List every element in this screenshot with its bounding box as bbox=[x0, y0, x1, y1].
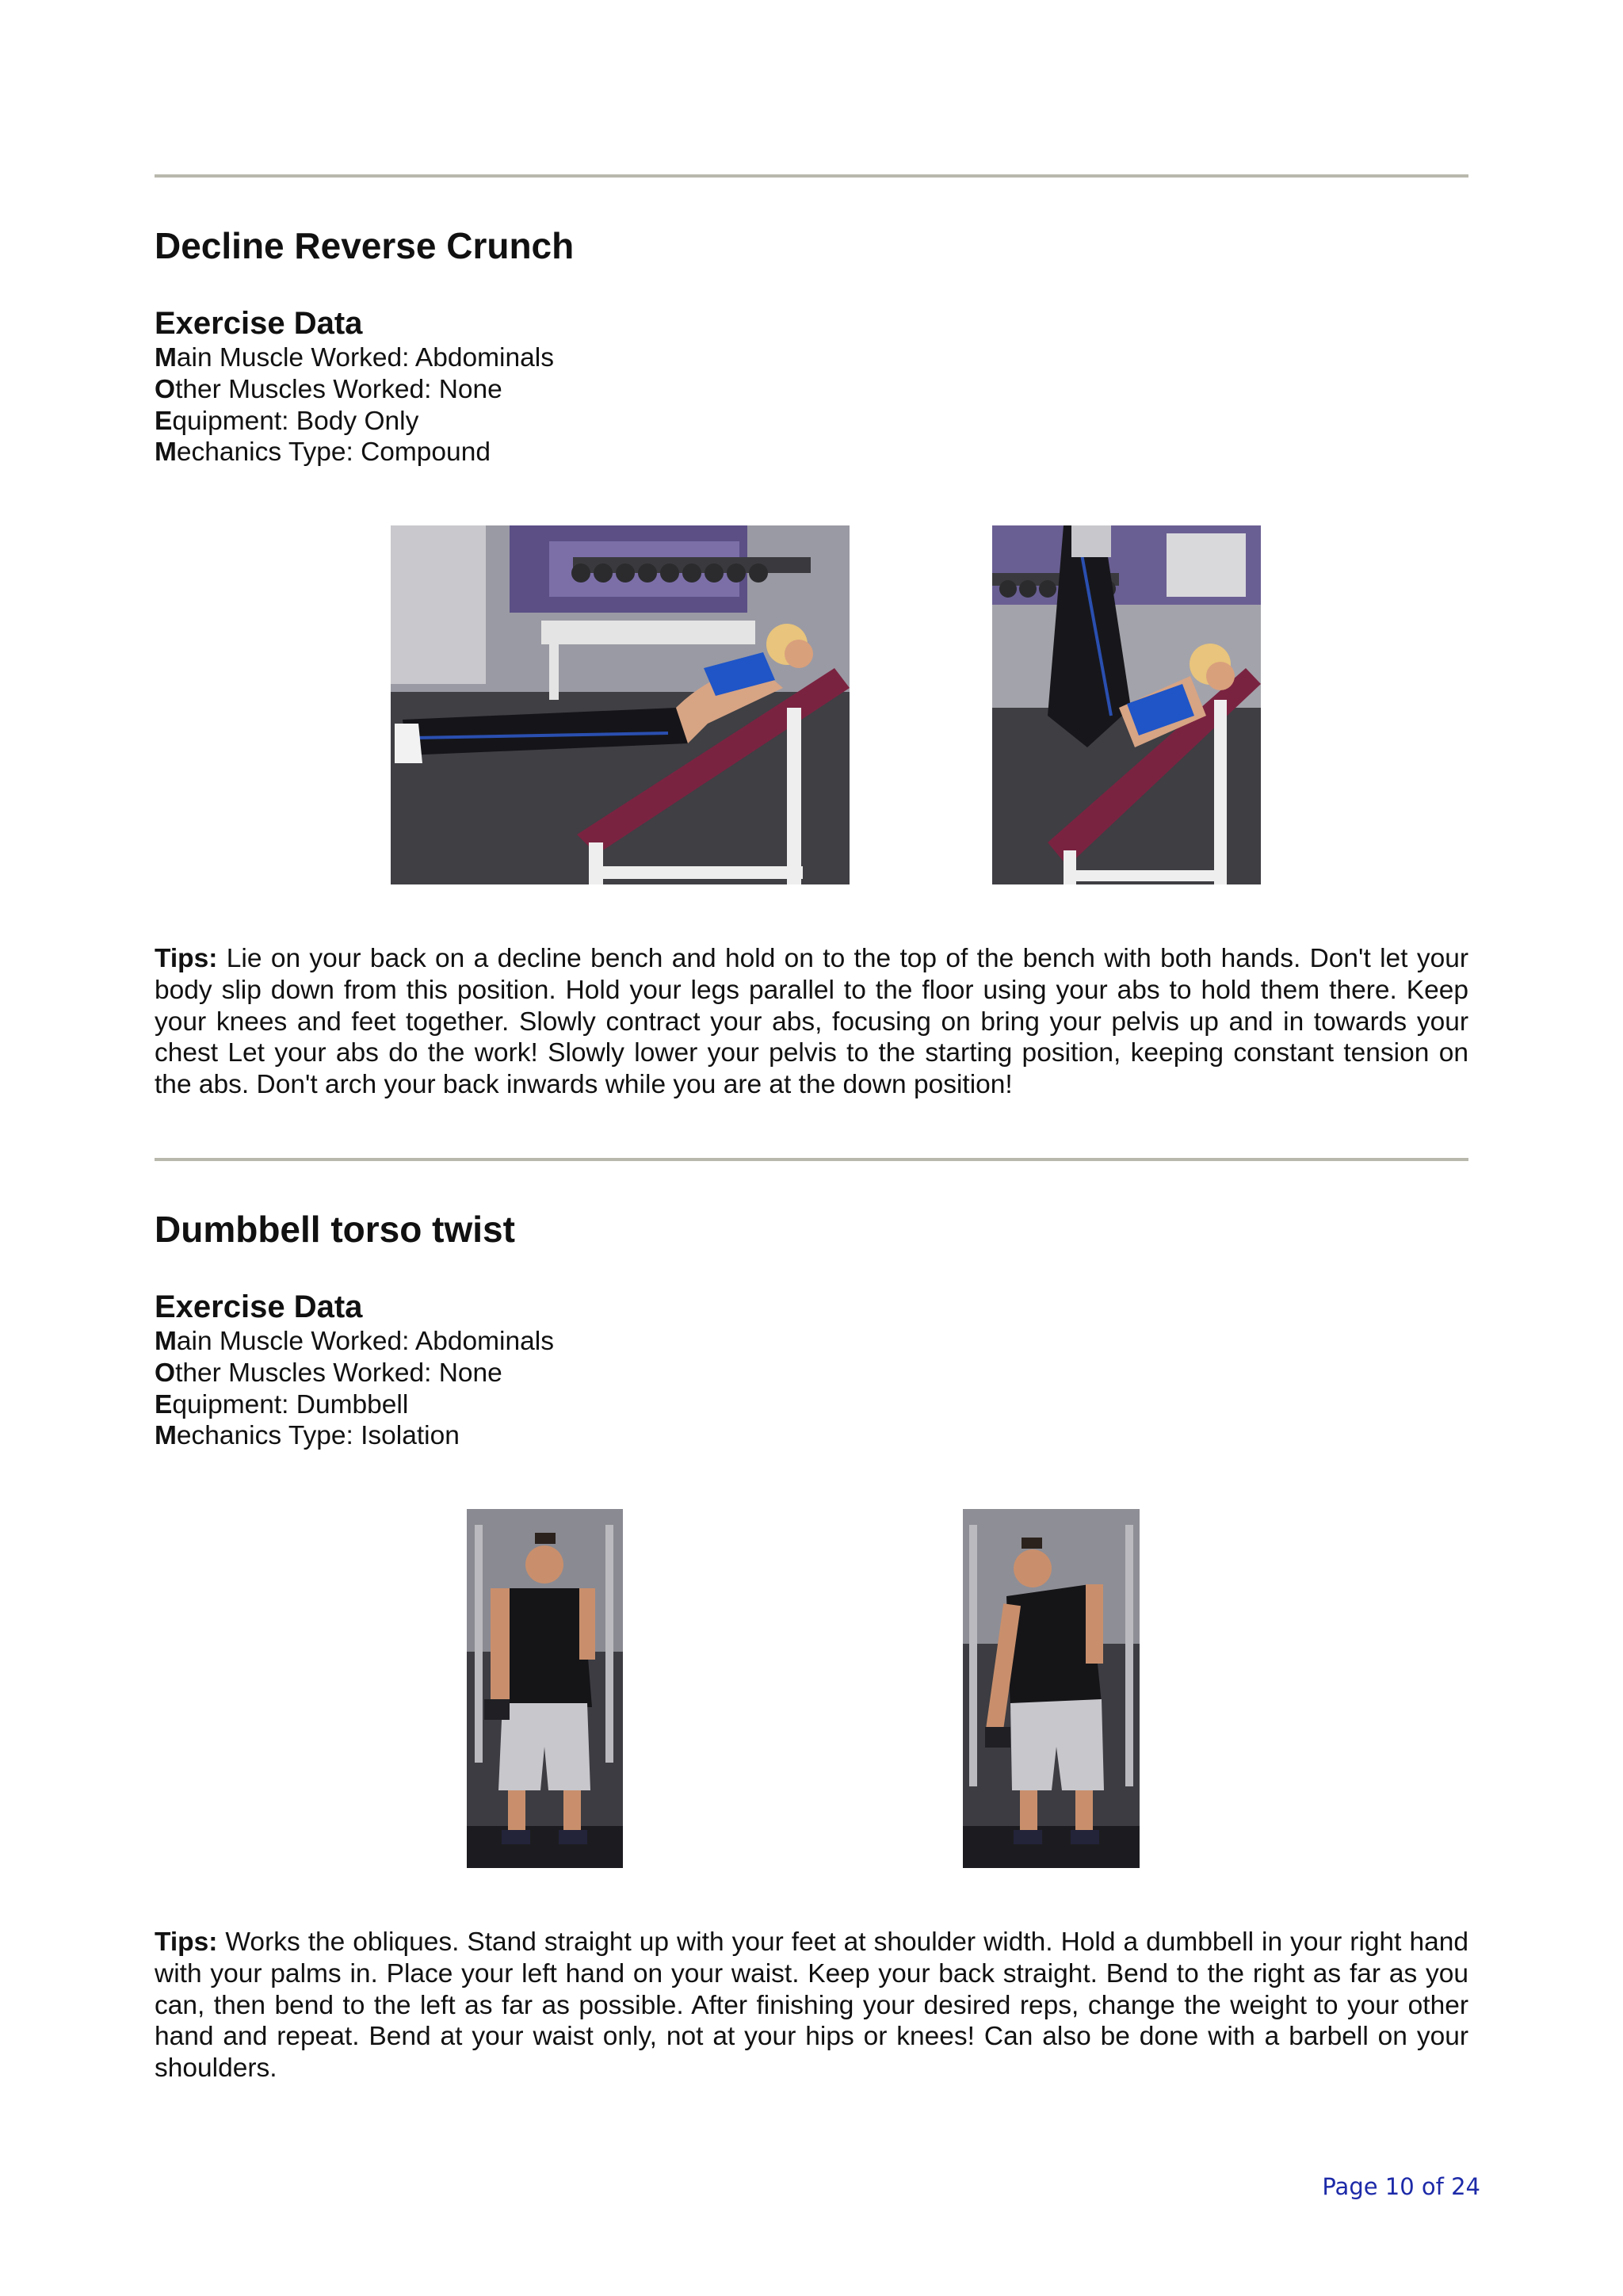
section-divider bbox=[155, 1158, 1468, 1161]
section-divider bbox=[155, 174, 1468, 178]
exercise-title: Decline Reverse Crunch bbox=[155, 225, 575, 266]
exercise-title: Dumbbell torso twist bbox=[155, 1209, 515, 1250]
exercise-photo-end bbox=[992, 525, 1261, 884]
exercise-photo-end bbox=[963, 1509, 1140, 1868]
exercise-data-heading: Exercise Data bbox=[155, 1289, 363, 1324]
data-field-equipment: Equipment: Dumbbell bbox=[155, 1389, 409, 1419]
exercise-data-list bbox=[155, 342, 554, 468]
exercise-data-heading: Exercise Data bbox=[155, 306, 363, 341]
exercise-photo-start bbox=[467, 1509, 623, 1868]
data-field-other-muscles: Other Muscles Worked: None bbox=[155, 374, 502, 404]
exercise-tips: Tips: Works the obliques. Stand straight up with your feet at shoulder width. Hold a dumbbell in your right hand with your palms in. Place your left hand on your waist. Keep your back straight. Bend to the right as far as you can, then bend to the left as far as possible. After finishing your desired reps, change the weight to your other hand and repeat. Bend at your waist only, not at your hips or knees! Can also be done with a barbell on your shoulders. bbox=[155, 1927, 1468, 2084]
page-number: Page 10 of 24 bbox=[1322, 2173, 1480, 2200]
data-field-main-muscle: Main Muscle Worked: Abdominals bbox=[155, 1327, 554, 1356]
exercise-tips: Tips: Lie on your back on a decline bench and hold on to the top of the bench with both hands. Don't let your body slip down from this position. Hold your legs parallel to the floor using your abs to hold them there. Keep your knees and feet together. Slowly contract your abs, focusing on bring your pelvis up and in towards your chest Let your abs do the work! Slowly lower your pelvis to the starting position, keeping constant tension on the abs. Don't arch your back inwards while you are at the down position! bbox=[155, 944, 1468, 1100]
exercise-photo-start bbox=[391, 525, 850, 884]
data-field-mechanics: Mechanics Type: Compound bbox=[155, 437, 491, 468]
exercise-data-list bbox=[155, 1326, 554, 1452]
data-field-other-muscles: Other Muscles Worked: None bbox=[155, 1358, 502, 1388]
data-field-equipment: Equipment: Body Only bbox=[155, 406, 419, 436]
data-field-main-muscle: Main Muscle Worked: Abdominals bbox=[155, 343, 554, 372]
data-field-mechanics: Mechanics Type: Isolation bbox=[155, 1421, 460, 1451]
